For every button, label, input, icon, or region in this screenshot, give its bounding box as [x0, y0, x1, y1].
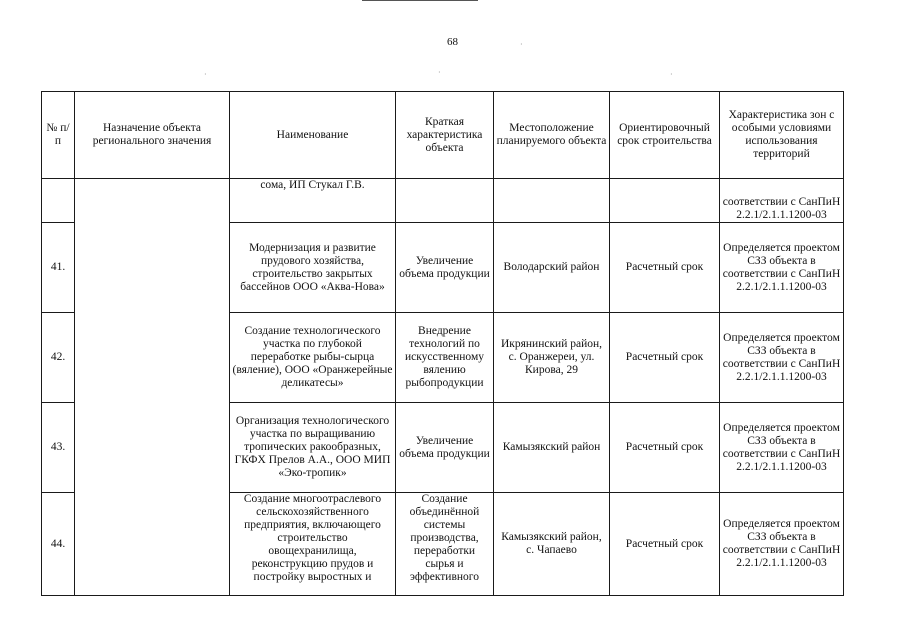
- row-brief: Создание объединённой системы производства, переработки сырья и эффективного: [396, 493, 494, 596]
- row-num: [42, 179, 75, 223]
- row-term: Расчетный срок: [610, 493, 720, 596]
- row-num: 43.: [42, 403, 75, 493]
- scan-speck: ·: [520, 40, 523, 49]
- row-term: Расчетный срок: [610, 403, 720, 493]
- row-zones: Определяется проектом СЗЗ объекта в соответствии с СанПиН 2.2.1/2.1.1.1200-03: [720, 313, 844, 403]
- row-term: Расчетный срок: [610, 223, 720, 313]
- top-rule: [362, 0, 478, 1]
- row-name: Организация технологического участка по выращиванию тропических ракообразных, ГКФХ Прелов А.А., ООО МИП «Эко-тропик»: [230, 403, 396, 493]
- header-zones: Характеристика зон с особыми условиями использования территорий: [720, 92, 844, 179]
- row-term: Расчетный срок: [610, 313, 720, 403]
- scan-speck: ·: [438, 68, 441, 77]
- header-location: Местоположение планируемого объекта: [494, 92, 610, 179]
- row-location: Володарский район: [494, 223, 610, 313]
- row-location: Икрянинский район, с. Оранжереи, ул. Кирова, 29: [494, 313, 610, 403]
- header-num: № п/п: [42, 92, 75, 179]
- page-number: 68: [447, 36, 458, 48]
- row-location: Камызякский район, с. Чапаево: [494, 493, 610, 596]
- header-name: Наименование: [230, 92, 396, 179]
- scan-speck: ·: [204, 70, 207, 79]
- row-term: [610, 179, 720, 223]
- row-num: 42.: [42, 313, 75, 403]
- row-brief: Увеличение объема продукции: [396, 403, 494, 493]
- row-name: Модернизация и развитие прудового хозяйства, строительство закрытых бассейнов ООО «Аква-Нова»: [230, 223, 396, 313]
- row-num: 44.: [42, 493, 75, 596]
- scan-speck: ·: [670, 70, 673, 79]
- objects-table: [41, 91, 844, 596]
- row-num: 41.: [42, 223, 75, 313]
- header-purpose: Назначение объекта регионального значения: [75, 92, 230, 179]
- row-zones: Определяется проектом СЗЗ объекта в соответствии с СанПиН 2.2.1/2.1.1.1200-03: [720, 223, 844, 313]
- row-brief: [396, 179, 494, 223]
- row-zones: Определяется проектом СЗЗ объекта в соответствии с СанПиН 2.2.1/2.1.1.1200-03: [720, 493, 844, 596]
- row-location: [494, 179, 610, 223]
- row-zones: соответствии с СанПиН 2.2.1/2.1.1.1200-03: [720, 179, 844, 223]
- header-term: Ориентировочный срок строительства: [610, 92, 720, 179]
- row-name: сома, ИП Стукал Г.В.: [230, 179, 396, 223]
- header-brief: Краткая характеристика объекта: [396, 92, 494, 179]
- row-brief: Внедрение технологий по искусственному вялению рыбопродукции: [396, 313, 494, 403]
- table-header-row: [42, 92, 844, 179]
- row-location: Камызякский район: [494, 403, 610, 493]
- row-name: Создание многоотраслевого сельскохозяйственного предприятия, включающего строительство овощехранилища, реконструкцию прудов и постройку выростных и: [230, 493, 396, 596]
- row-zones: Определяется проектом СЗЗ объекта в соответствии с СанПиН 2.2.1/2.1.1.1200-03: [720, 403, 844, 493]
- purpose-cell: [75, 179, 230, 596]
- table-row: [42, 179, 844, 223]
- row-brief: Увеличение объема продукции: [396, 223, 494, 313]
- row-name: Создание технологического участка по глубокой переработке рыбы-сырца (вяление), ООО «Оранжерейные деликатесы»: [230, 313, 396, 403]
